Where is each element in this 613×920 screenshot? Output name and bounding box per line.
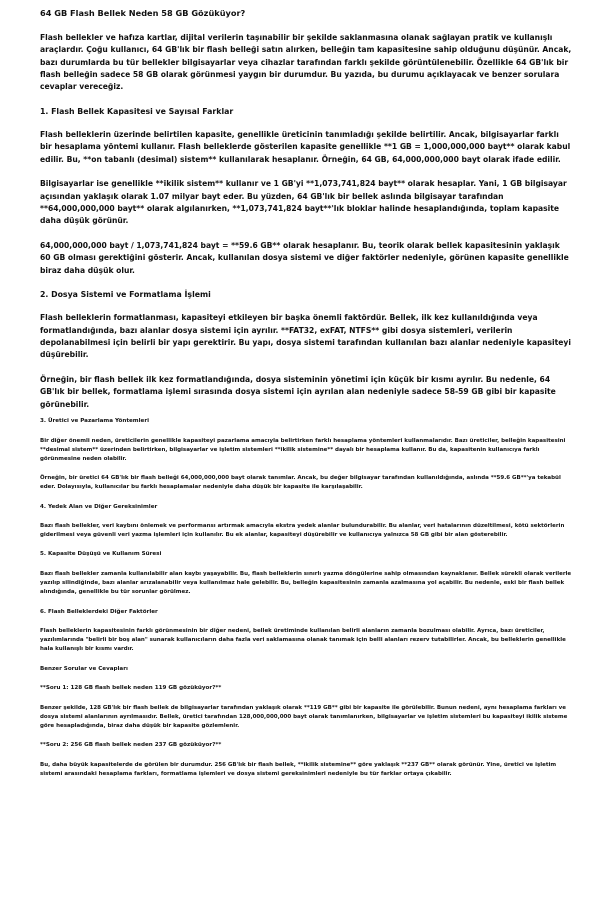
section-6-heading: 6. Flash Belleklerdeki Diğer Faktörler (40, 608, 158, 615)
section-2-heading: 2. Dosya Sistemi ve Formatlama İşlemi (40, 290, 211, 300)
faq-question-2: **Soru 2: 256 GB flash bellek neden 237 GB gözüküyor?** (40, 742, 222, 749)
faq-answer-2: Bu, daha büyük kapasitelerde de görülen bir durumdur. 256 GB'lık bir flash bellek, **ikilik sistemine** göre yaklaşık **237 GB** olarak görünür. Yine, üretici ve işletim sistemi arasındaki hesaplama farkları, formatlama işlemleri ve dosya sistemi gereksinimleri nedeniyle bu tür farklar ortaya çıkabilir. (40, 761, 557, 777)
section-6-paragraph-1: Flash belleklerin kapasitesinin farklı görünmesinin bir diğer nedeni, bellek üretiminde kullanılan belirli alanların zamanla bozulması olabilir. Ayrıca, bazı üreticiler, yazılımlarında "belirli bir boş alan" sunarak kullanıcıların daha fazla veri saklamasına olanak tanımak için belli alanları rezerv tutabilirler. Ancak, bu belleklerin genellikle hala kullanışlı bir kısmı vardır. (40, 628, 566, 653)
section-1-heading: 1. Flash Bellek Kapasitesi ve Sayısal Farklar (40, 106, 234, 116)
section-3-heading: 3. Üretici ve Pazarlama Yöntemleri (40, 418, 150, 425)
intro-paragraph: Flash bellekler ve hafıza kartlar, dijital verilerin taşınabilir bir şekilde saklanmasına olanak sağlayan pratik ve kullanışlı araçlardır. Çoğu kullanıcı, 64 GB'lık bir flash belleği satın alırken, belleğin tam kapasitesine sahip olduğunu düşünür. Ancak, bazı durumlarda bu tür bellekler bilgisayarlar veya cihazlar tarafından farklı şekilde görüntülenebilir. Özellikle 64 GB'lık bir flash belleğin sadece 58 GB olarak görünmesi yaygın bir durumdur. Bu yazıda, bu durumu açıklayacak ve benzer sorulara cevaplar vereceğiz. (40, 33, 572, 92)
section-5-heading: 5. Kapasite Düşüşü ve Kullanım Süresi (40, 551, 162, 558)
faq-heading: Benzer Sorular ve Cevapları (40, 665, 128, 672)
faq-answer-1: Benzer şekilde, 128 GB'lık bir flash bellek de bilgisayarlar tarafından yaklaşık olarak **119 GB** gibi bir kapasite ile görülebilir. Bunun nedeni, aynı hesaplama farkları ve dosya sistemi alanlarının ayrılmasıdır. Bellek, üretici tarafından 128,000,000,000 bayt olarak tanımlanırken, bilgisayarlar ve işletim sistemleri bu kapasiteyi ikilik sisteme göre hesapladığında, biraz daha düşük bir kapasite gözlemlenir. (40, 704, 568, 730)
page-title: 64 GB Flash Bellek Neden 58 GB Gözüküyor? (40, 8, 246, 18)
section-4-heading: 4. Yedek Alan ve Diğer Gereksinimler (40, 503, 158, 510)
faq-question-1: **Soru 1: 128 GB flash bellek neden 119 GB gözüküyor?** (40, 685, 222, 692)
section-3-paragraph-2: Örneğin, bir üretici 64 GB'lık bir flash belleği 64,000,000,000 bayt olarak tanımlar. Ancak, bu değer bilgisayar tarafından kullanıldığında, aslında **59.6 GB**'ya tekabül eder. Dolayısıyla, kullanıcılar bu farklı hesaplamalar nedeniyle daha düşük bir kapasite ile karşılaşabilir. (40, 475, 561, 491)
section-1-paragraph-2: Bilgisayarlar ise genellikle **ikilik sistem** kullanır ve 1 GB'yi **1,073,741,824 bayt** olarak hesaplar. Yani, 1 GB bilgisayar açısından yaklaşık olarak 1.07 milyar bayt eder. Bu yüzden, 64 GB'lık bir bellek aslında bilgisayar tarafından **64,000,000,000 bayt** olarak algılanırken, **1,073,741,824 bayt**'lık bloklar halinde hesaplandığında, toplam kapasite daha düşük görünür. (40, 179, 567, 226)
section-2-paragraph-1: Flash belleklerin formatlanması, kapasiteyi etkileyen bir başka önemli faktördür. Bellek, ilk kez kullanıldığında veya formatlandığında, bazı alanlar dosya sistemi için ayrılır. **FAT32, exFAT, NTFS** gibi dosya sistemleri, verilerin depolanabilmesi için belirli bir yapı gerektirir. Bu yapı, dosya sistemi tarafından kullanılan bazı alanlar nedeniyle kapasiteyi düşürebilir. (40, 313, 571, 360)
section-4-paragraph-1: Bazı flash bellekler, veri kaybını önlemek ve performansı artırmak amacıyla ekstra yedek alanlar bulundurabilir. Bu alanlar, veri hatalarının düzeltilmesi, kötü sektörlerin giderilmesi veya güvenli veri yazma işlemleri için kullanılır. Bu ek alanlar, kapasiteyi düşürebilir ve kullanıcıya yalnızca 58 GB gibi bir alan gösterebilir. (40, 523, 565, 539)
section-1-paragraph-3: 64,000,000,000 bayt / 1,073,741,824 bayt = **59.6 GB** olarak hesaplanır. Bu, teorik olarak bellek kapasitesinin yaklaşık 60 GB olması gerektiğini gösterir. Ancak, kullanılan dosya sistemi ve diğer faktörler nedeniyle, görünen kapasite genellikle biraz daha düşük olur. (40, 241, 569, 275)
section-3-paragraph-1: Bir diğer önemli neden, üreticilerin genellikle kapasiteyi pazarlama amacıyla belirtirken farklı hesaplama yöntemleri kullanmalarıdır. Bazı üreticiler, belleğin kapasitesini **desimal sistem** üzerinden belirtirken, bilgisayarlar ve işletim sistemleri **ikilik sistemine** dayalı bir hesaplama kullanır. Bu da, kapasitenin kullanıcıya farklı görünmesine neden olabilir. (40, 437, 566, 462)
section-5-paragraph-1: Bazı flash bellekler zamanla kullanılabilir alan kaybı yaşayabilir. Bu, flash belleklerin sınırlı yazma döngülerine sahip olmasından kaynaklanır. Bellek sürekli olarak verilerle yazılıp silindiğinde, bazı alanlar arızalanabilir veya kullanılmaz hale gelebilir. Bu, belleğin kapasitesinin zamanla azalmasına yol açabilir. Bu nedenle, eski bir flash bellek alındığında, genellikle bu tür sorunlar görülmez. (40, 570, 572, 596)
section-1-paragraph-1: Flash belleklerin üzerinde belirtilen kapasite, genellikle üreticinin tanımladığı şekilde belirtilir. Ancak, bilgisayarlar farklı bir hesaplama yöntemi kullanır. Flash belleklerde gösterilen kapasite genellikle **1 GB = 1,000,000,000 bayt** olarak kabul edilir. Bu, **on tabanlı (desimal) sistem** kullanılarak hesaplanır. Örneğin, 64 GB, 64,000,000,000 bayt olarak ifade edilir. (40, 129, 571, 164)
section-2-paragraph-2: Örneğin, bir flash bellek ilk kez formatlandığında, dosya sisteminin yönetimi için küçük bir kısmı ayrılır. Bu nedenle, 64 GB'lık bir bellek, formatlama işlemi sırasında dosya sistemi için ayrılan alan nedeniyle sadece 58-59 GB gibi bir kapasite görünebilir. (40, 375, 556, 409)
